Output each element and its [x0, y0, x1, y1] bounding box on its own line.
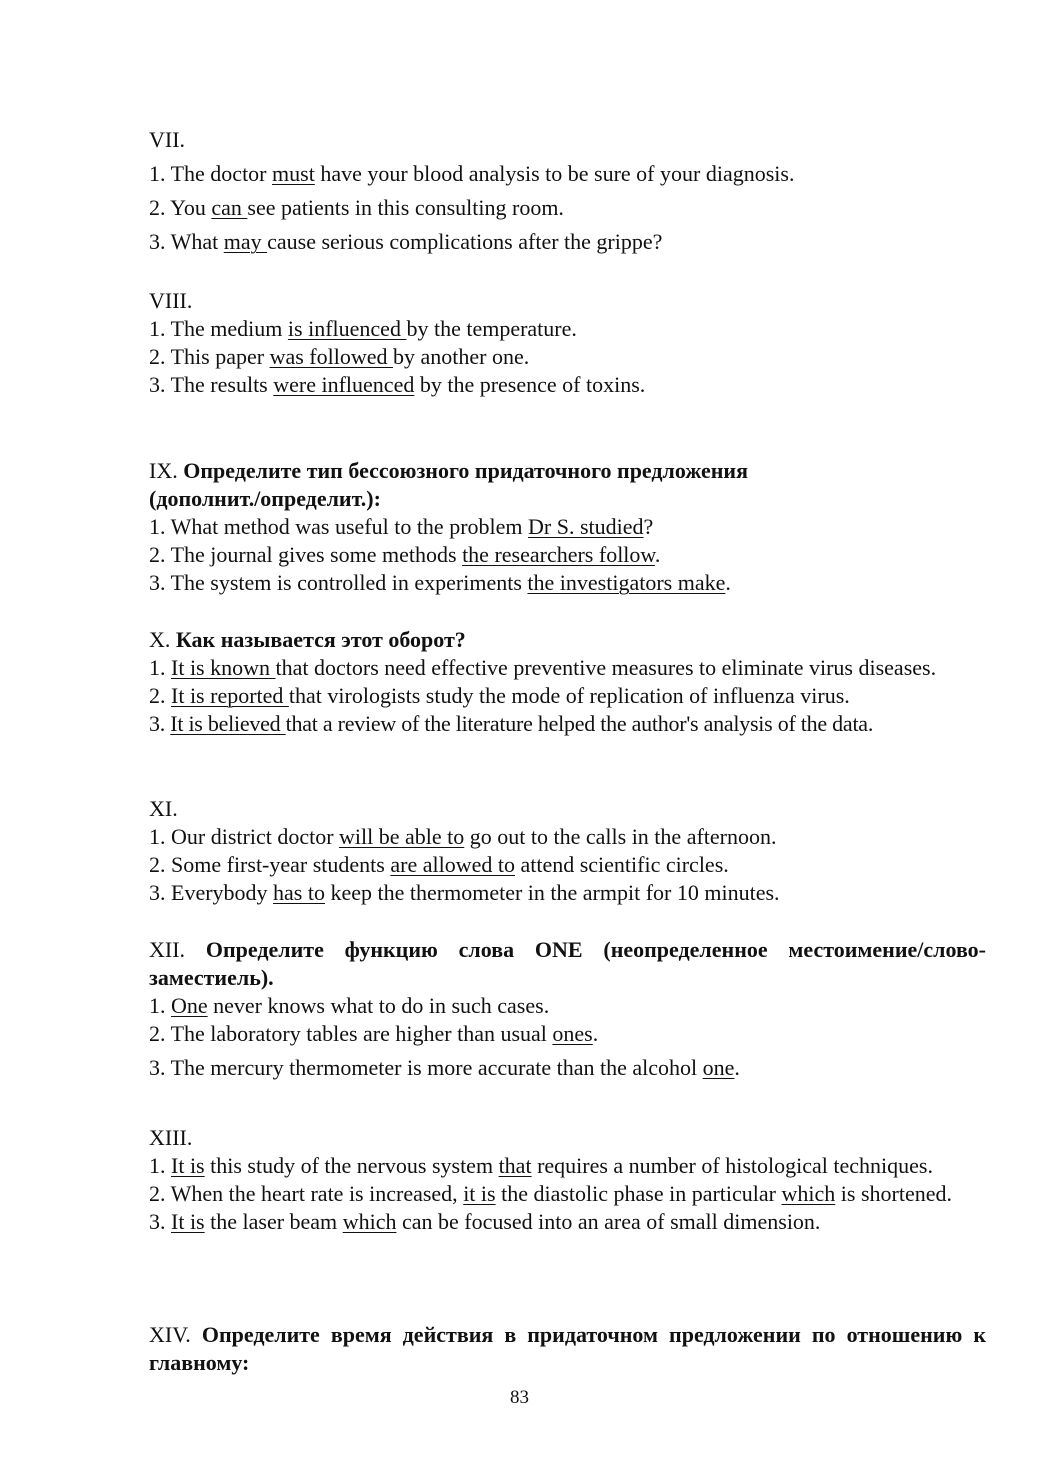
exercise-line: 3. The mercury thermometer is more accurate than the alcohol one.: [149, 1055, 740, 1080]
underlined-phrase: It is known: [171, 655, 276, 680]
exercise-line: 2. You can see patients in this consulting room.: [149, 195, 564, 220]
underlined-phrase: It is: [171, 1153, 205, 1178]
exercise-line: 1. One never knows what to do in such cases.: [149, 993, 550, 1018]
section-title: VIII.: [149, 288, 193, 313]
underlined-phrase: may: [223, 229, 268, 254]
section-title: XI.: [149, 796, 178, 821]
underlined-phrase: one: [702, 1055, 735, 1080]
section-heading-cont: (дополнит./определит.):: [149, 486, 381, 511]
exercise-line: 2. When the heart rate is increased, it is the diastolic phase in particular which is shortened.: [149, 1181, 952, 1206]
underlined-phrase: ones: [552, 1021, 593, 1046]
underlined-phrase: the researchers follow: [462, 542, 655, 567]
section-xiv: [149, 1321, 986, 1377]
exercise-line: 3. The system is controlled in experiments the investigators make.: [149, 570, 731, 595]
exercise-line: 3. It is the laser beam which can be focused into an area of small dimension.: [149, 1209, 821, 1234]
exercise-line: 1. It is known that doctors need effective preventive measures to eliminate virus diseases.: [149, 655, 937, 680]
underlined-phrase: which: [781, 1181, 836, 1206]
underlined-phrase: has to: [273, 880, 325, 905]
section-heading: IX. Определите тип бессоюзного придаточного предложения: [149, 458, 749, 483]
section-xii: [149, 936, 986, 1082]
exercise-line: 2. This paper was followed by another one.: [149, 344, 530, 369]
underlined-phrase: must: [272, 161, 315, 186]
underlined-phrase: that: [498, 1153, 532, 1178]
exercise-line: 1. The doctor must have your blood analysis to be sure of your diagnosis.: [149, 161, 795, 186]
underlined-phrase: will be able to: [339, 824, 465, 849]
section-viii: [149, 287, 986, 399]
exercise-line: 3. Everybody has to keep the thermometer in the armpit for 10 minutes.: [149, 880, 780, 905]
page-number: 83: [510, 1387, 529, 1408]
exercise-line: 1. Our district doctor will be able to go out to the calls in the afternoon.: [149, 824, 777, 849]
section-xiii: [149, 1124, 986, 1236]
underlined-phrase: It is believed: [170, 711, 286, 736]
underlined-phrase: is influenced: [287, 316, 407, 341]
exercise-line: 2. Some first-year students are allowed to attend scientific circles.: [149, 852, 729, 877]
underlined-phrase: Dr S. studied: [528, 514, 644, 539]
section-title: XIII.: [149, 1125, 193, 1150]
underlined-phrase: it is: [463, 1181, 496, 1206]
exercise-line: 3. It is believed that a review of the literature helped the author's analysis of the data.: [149, 711, 874, 736]
underlined-phrase: can: [211, 195, 248, 220]
section-heading: X. Как называется этот оборот?: [149, 627, 466, 652]
underlined-phrase: It is reported: [171, 683, 289, 708]
exercise-line: 1. It is this study of the nervous system that requires a number of histological techniques.: [149, 1153, 933, 1178]
section-title: VII.: [149, 127, 186, 152]
exercise-line: 1. What method was useful to the problem Dr S. studied?: [149, 514, 654, 539]
exercise-line: 1. The medium is influenced by the temperature.: [149, 316, 577, 341]
exercise-line: 2. The laboratory tables are higher than usual ones.: [149, 1021, 599, 1046]
section-xi: [149, 795, 986, 907]
section-x: [149, 626, 986, 738]
section-ix: [149, 457, 986, 597]
section-heading: XII. Определите функцию слова ONE (неопределенное местоимение/слово-заместиель).: [149, 937, 987, 990]
underlined-phrase: the investigators make: [527, 570, 726, 595]
underlined-phrase: It is: [171, 1209, 205, 1234]
section-heading: XIV. Определите время действия в придаточном предложении по отношению к главному:: [149, 1322, 986, 1375]
exercise-line: 3. The results were influenced by the presence of toxins.: [149, 372, 646, 397]
exercise-line: 2. It is reported that virologists study the mode of replication of influenza virus.: [149, 683, 850, 708]
section-vii: [149, 126, 986, 256]
exercise-line: 2. The journal gives some methods the researchers follow.: [149, 542, 661, 567]
underlined-phrase: were influenced: [273, 372, 415, 397]
underlined-phrase: which: [342, 1209, 397, 1234]
underlined-phrase: One: [171, 993, 208, 1018]
underlined-phrase: was followed: [269, 344, 393, 369]
underlined-phrase: are allowed to: [390, 852, 515, 877]
exercise-line: 3. What may cause serious complications after the grippe?: [149, 229, 663, 254]
